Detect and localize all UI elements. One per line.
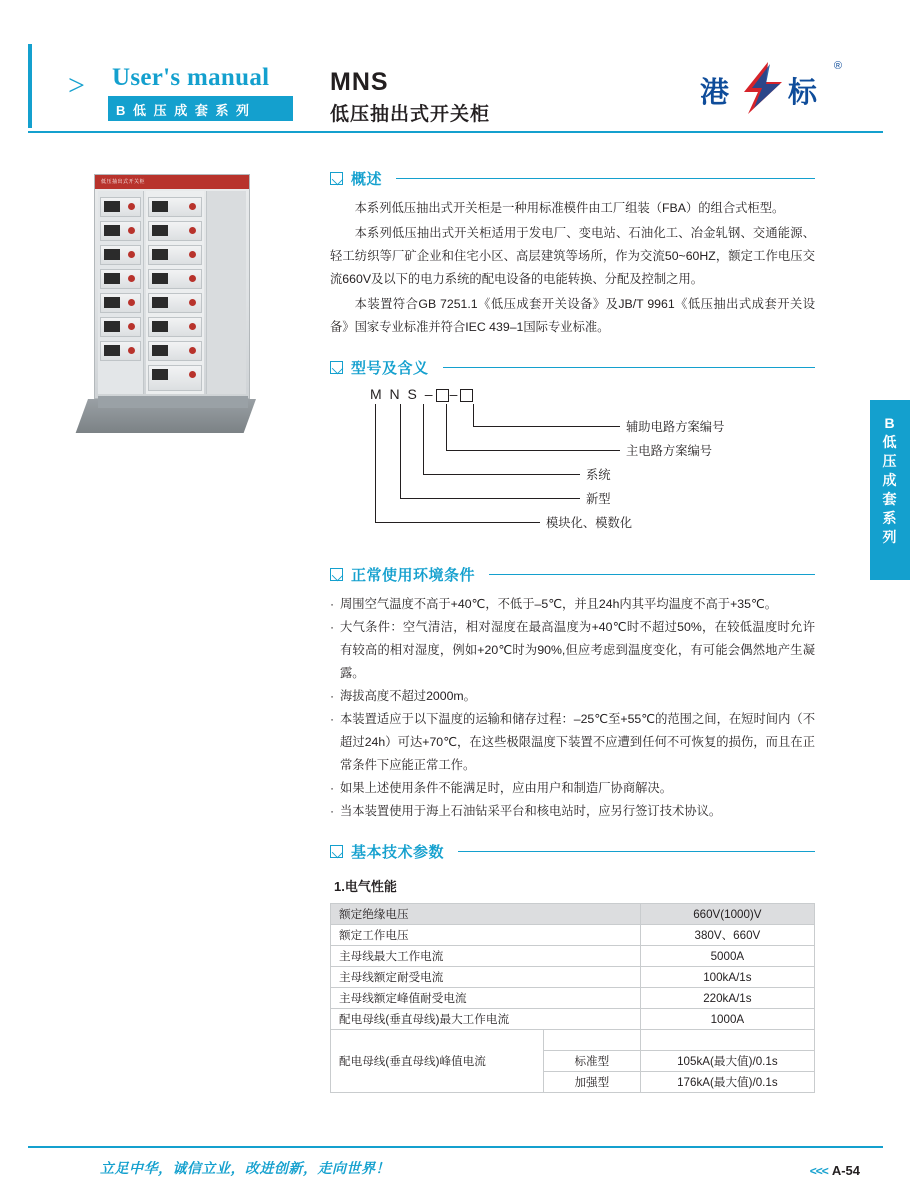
section-rule	[443, 367, 815, 368]
page-number	[810, 1163, 860, 1178]
spec-name: 额定绝缘电压	[331, 904, 641, 925]
side-tab-line-6: 系	[882, 510, 898, 526]
table-row	[331, 925, 815, 946]
header-separator	[28, 131, 883, 133]
spec-subtype: 加强型	[543, 1072, 640, 1093]
product-code: MNS	[330, 68, 389, 96]
section-model-designation	[330, 357, 815, 546]
model-code-box-2	[460, 389, 473, 402]
spec-value	[640, 1030, 814, 1051]
list-item: · 如果上述使用条件不能满足时，应由用户和制造厂协商解决。	[330, 777, 815, 800]
spec-name: 主母线额定峰值耐受电流	[331, 988, 641, 1009]
spec-value: 5000A	[640, 946, 814, 967]
cabinet-banner-text: 低压抽出式开关柜	[101, 179, 146, 185]
leader-line-h1	[473, 426, 620, 427]
cabinet-top-banner	[95, 175, 249, 189]
conditions-list	[330, 593, 815, 823]
page-header	[0, 0, 910, 132]
spec-value: 105kA(最大值)/0.1s	[640, 1051, 814, 1072]
section-conditions-title: 正常使用环境条件	[351, 567, 476, 584]
logo-character-left: 港	[700, 75, 730, 109]
leader-line-h2	[446, 450, 620, 451]
model-label-aux-circuit: 辅助电路方案编号	[626, 420, 725, 434]
model-code-box-1	[436, 389, 449, 402]
side-tab-series	[870, 400, 910, 580]
section-rule	[396, 178, 815, 179]
cabinet-column-left	[98, 191, 144, 394]
spec-value: 100kA/1s	[640, 967, 814, 988]
leader-line-h4	[400, 498, 580, 499]
section-model-header	[330, 357, 815, 378]
section-overview	[330, 168, 815, 339]
section-specs-title: 基本技术参数	[351, 844, 445, 861]
spec-value: 1000A	[640, 1009, 814, 1030]
manual-title: User's manual	[112, 64, 270, 91]
section-service-conditions	[330, 564, 815, 823]
spec-value: 220kA/1s	[640, 988, 814, 1009]
section-specs-header	[330, 841, 815, 862]
section-overview-title: 概述	[351, 171, 383, 188]
model-designation-diagram	[330, 386, 815, 546]
section-rule	[458, 851, 815, 852]
side-tab-line-1: B	[884, 415, 896, 431]
side-tab-line-3: 压	[882, 453, 898, 469]
section-marker-icon	[330, 568, 343, 581]
logo-character-right: 标	[788, 75, 818, 109]
list-item: · 大气条件：空气清洁，相对湿度在最高温度为+40℃时不超过50%，在较低温度时允许有较高的相对湿度，例如+20℃时为90%,但应考虑到温度变化，有可能会偶然地产生凝露。	[330, 616, 815, 685]
spec-name: 主母线最大工作电流	[331, 946, 641, 967]
chevron-right-icon: >	[68, 69, 85, 102]
cabinet-column-middle	[146, 191, 204, 394]
spec-subtype: 标准型	[543, 1051, 640, 1072]
list-item: · 本装置适应于以下温度的运输和储存过程：–25℃至+55℃的范围之间，在短时间内（不超过24h）可达+70℃，在这些极限温度下装置不应遭到任何不可恢复的损伤，而且在正常条件下应能正常工作。	[330, 708, 815, 777]
model-label-modular: 模块化、模数化	[546, 516, 633, 530]
list-item: · 当本装置使用于海上石油钻采平台和核电站时，应另行签订技术协议。	[330, 800, 815, 823]
overview-paragraph-2: 本系列低压抽出式开关柜适用于发电厂、变电站、石油化工、冶金轧钢、交通能源、轻工纺织等厂矿企业和住宅小区、高层建筑等场所，作为交流50~60HZ，额定工作电压交流660V及以下的电力系统的配电设备的电能转换、分配及控制之用。	[330, 226, 815, 286]
model-code-dash: –	[449, 386, 460, 402]
table-row	[331, 1009, 815, 1030]
spec-name: 配电母线(垂直母线)峰值电流	[331, 1030, 544, 1093]
model-label-new-type: 新型	[586, 492, 611, 506]
header-left-rule	[28, 44, 32, 128]
model-label-system: 系统	[586, 468, 611, 482]
product-photo	[88, 168, 268, 438]
section-rule	[489, 574, 815, 575]
side-tab-line-4: 成	[882, 472, 898, 488]
table-row	[331, 988, 815, 1009]
specs-subtitle: 1.电气性能	[334, 879, 397, 894]
section-marker-icon	[330, 361, 343, 374]
section-conditions-header	[330, 564, 815, 585]
spec-name: 配电母线(垂直母线)最大工作电流	[331, 1009, 641, 1030]
cabinet-column-right	[206, 191, 246, 394]
list-item: · 周围空气温度不高于+40℃，不低于–5℃，并且24h内其平均温度不高于+35℃。	[330, 593, 815, 616]
product-name: 低压抽出式开关柜	[330, 104, 491, 125]
leader-line-h3	[423, 474, 580, 475]
brand-logo	[700, 60, 842, 116]
photo-base-plate	[98, 396, 248, 408]
spec-subtype-empty	[543, 1030, 640, 1051]
overview-paragraph-3: 本装置符合GB 7251.1《低压成套开关设备》及JB/T 9961《低压抽出式成套开关设备》国家专业标准并符合IEC 439–1国际专业标准。	[330, 297, 815, 334]
registered-trademark-icon: ®	[833, 60, 842, 72]
model-label-main-circuit: 主电路方案编号	[626, 444, 713, 458]
switchgear-cabinet-illustration	[94, 174, 250, 399]
spec-value: 380V、660V	[640, 925, 814, 946]
spec-value: 176kA(最大值)/0.1s	[640, 1072, 814, 1093]
leader-line-v1	[473, 404, 474, 426]
spec-name: 额定工作电压	[331, 925, 641, 946]
table-row	[331, 946, 815, 967]
main-content	[330, 150, 815, 1099]
page-arrows-icon: <<<	[809, 1164, 828, 1178]
leader-line-v5	[375, 404, 376, 522]
lightning-bolt-icon	[738, 62, 788, 114]
page-number-label: A-54	[831, 1163, 860, 1178]
model-code-line	[370, 386, 474, 402]
list-item: · 海拔高度不超过2000m。	[330, 685, 815, 708]
table-row	[331, 904, 815, 925]
section-marker-icon	[330, 172, 343, 185]
spec-value: 660V(1000)V	[640, 904, 814, 925]
leader-line-v4	[400, 404, 401, 498]
section-technical-parameters	[330, 841, 815, 1093]
leader-line-v3	[423, 404, 424, 474]
side-tab-line-5: 套	[882, 491, 898, 507]
section-marker-icon	[330, 845, 343, 858]
table-row	[331, 1030, 815, 1051]
footer-separator	[28, 1146, 883, 1148]
table-row	[331, 967, 815, 988]
specs-table	[330, 903, 815, 1093]
model-code-prefix: M N S –	[370, 386, 435, 402]
side-tab-line-7: 列	[882, 529, 898, 545]
side-tab-line-2: 低	[882, 434, 898, 450]
leader-line-v2	[446, 404, 447, 450]
section-overview-header	[330, 168, 815, 189]
footer-slogan: 立足中华，诚信立业，改进创新，走向世界！	[100, 1160, 390, 1176]
series-bar-label: B 低 压 成 套 系 列	[108, 96, 293, 121]
leader-line-h5	[375, 522, 540, 523]
section-model-title: 型号及含义	[351, 360, 429, 377]
overview-paragraph-1: 本系列低压抽出式开关柜是一种用标准模件由工厂组装（FBA）的组合式柜型。	[354, 201, 785, 215]
spec-name: 主母线额定耐受电流	[331, 967, 641, 988]
